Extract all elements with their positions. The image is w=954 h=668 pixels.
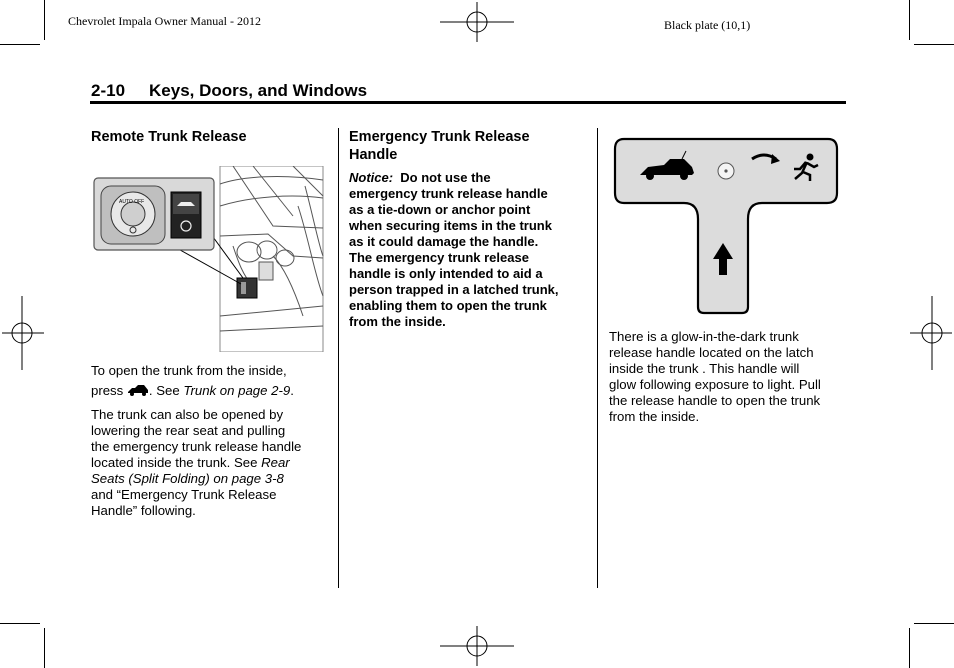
- trunk-icon: [127, 384, 149, 396]
- title-rule: [90, 101, 846, 104]
- notice-line: as it could damage the handle.: [349, 234, 539, 249]
- notice-line: emergency trunk release handle: [349, 186, 548, 201]
- notice-line: person trapped in a latched trunk,: [349, 282, 559, 297]
- page-title: [91, 81, 367, 101]
- page-number: 2-10: [91, 81, 126, 100]
- notice-text: Do not use the: [400, 170, 491, 185]
- section-heading-emergency-handle: [349, 128, 530, 164]
- notice-line: [349, 170, 594, 186]
- crop-mark: [909, 0, 910, 40]
- notice-label: Notice:: [349, 170, 394, 185]
- para2-line3: the emergency trunk release handle: [91, 439, 302, 454]
- para2-line5: [91, 471, 331, 487]
- col1-body: [91, 363, 331, 519]
- crop-mark: [0, 44, 40, 45]
- para2-line1: The trunk can also be opened by: [91, 407, 284, 422]
- rear-seats-link[interactable]: Seats (Split Folding) on page 3-8: [91, 471, 284, 486]
- crop-mark: [44, 628, 45, 668]
- crop-mark: [914, 44, 954, 45]
- registration-mark-right: [910, 296, 954, 370]
- heading-line: Handle: [349, 147, 398, 163]
- crop-mark: [0, 623, 40, 624]
- col3-body: [609, 329, 849, 425]
- t-handle-illustration: [612, 137, 840, 315]
- para2-line2: lowering the rear seat and pulling: [91, 423, 286, 438]
- notice-line: as a tie-down or anchor point: [349, 202, 531, 217]
- manual-title: Chevrolet Impala Owner Manual - 2012: [68, 14, 261, 28]
- col3-line: inside the trunk . This handle will: [609, 361, 800, 376]
- para1-text: . See: [148, 383, 180, 398]
- col3-line: release handle located on the latch: [609, 345, 814, 360]
- para1-line2: [91, 383, 331, 399]
- notice-line: from the inside.: [349, 314, 446, 329]
- notice-line: The emergency trunk release: [349, 250, 529, 265]
- column-divider: [338, 128, 339, 588]
- col3-line: the release handle to open the trunk: [609, 393, 821, 408]
- crop-mark: [44, 0, 45, 40]
- col3-line: glow following exposure to light. Pull: [609, 377, 821, 392]
- heading-line: Emergency Trunk Release: [349, 129, 530, 145]
- para2-line6: and “Emergency Trunk Release: [91, 487, 277, 502]
- trunk-release-button-illustration: [93, 166, 325, 352]
- registration-mark-left: [0, 296, 44, 370]
- para2-text: located inside the trunk. See: [91, 455, 258, 470]
- trunk-page-link[interactable]: Trunk on page 2-9: [183, 383, 291, 398]
- para1-text: press: [91, 383, 124, 398]
- crop-mark: [909, 628, 910, 668]
- col3-line: There is a glow-in-the-dark trunk: [609, 329, 799, 344]
- para1-text: .: [290, 383, 294, 398]
- registration-mark-bottom: [440, 626, 514, 666]
- para2-line4: [91, 455, 331, 471]
- notice-line: enabling them to open the trunk: [349, 298, 547, 313]
- rear-seats-link[interactable]: Rear: [261, 455, 290, 470]
- notice-line: handle is only intended to aid a: [349, 266, 543, 281]
- para1-line1: To open the trunk from the inside,: [91, 363, 287, 378]
- section-title: Keys, Doors, and Windows: [149, 81, 368, 100]
- column-divider: [597, 128, 598, 588]
- para2-line7: Handle” following.: [91, 503, 196, 518]
- notice-line: when securing items in the trunk: [349, 218, 552, 233]
- plate-label: Black plate (10,1): [664, 18, 751, 32]
- registration-mark-top: [440, 2, 514, 42]
- switch-label: AUTO OFF: [119, 199, 145, 205]
- col3-line: from the inside.: [609, 409, 700, 424]
- section-heading-remote-trunk: Remote Trunk Release: [91, 129, 247, 145]
- notice-block: [349, 170, 594, 330]
- crop-mark: [914, 623, 954, 624]
